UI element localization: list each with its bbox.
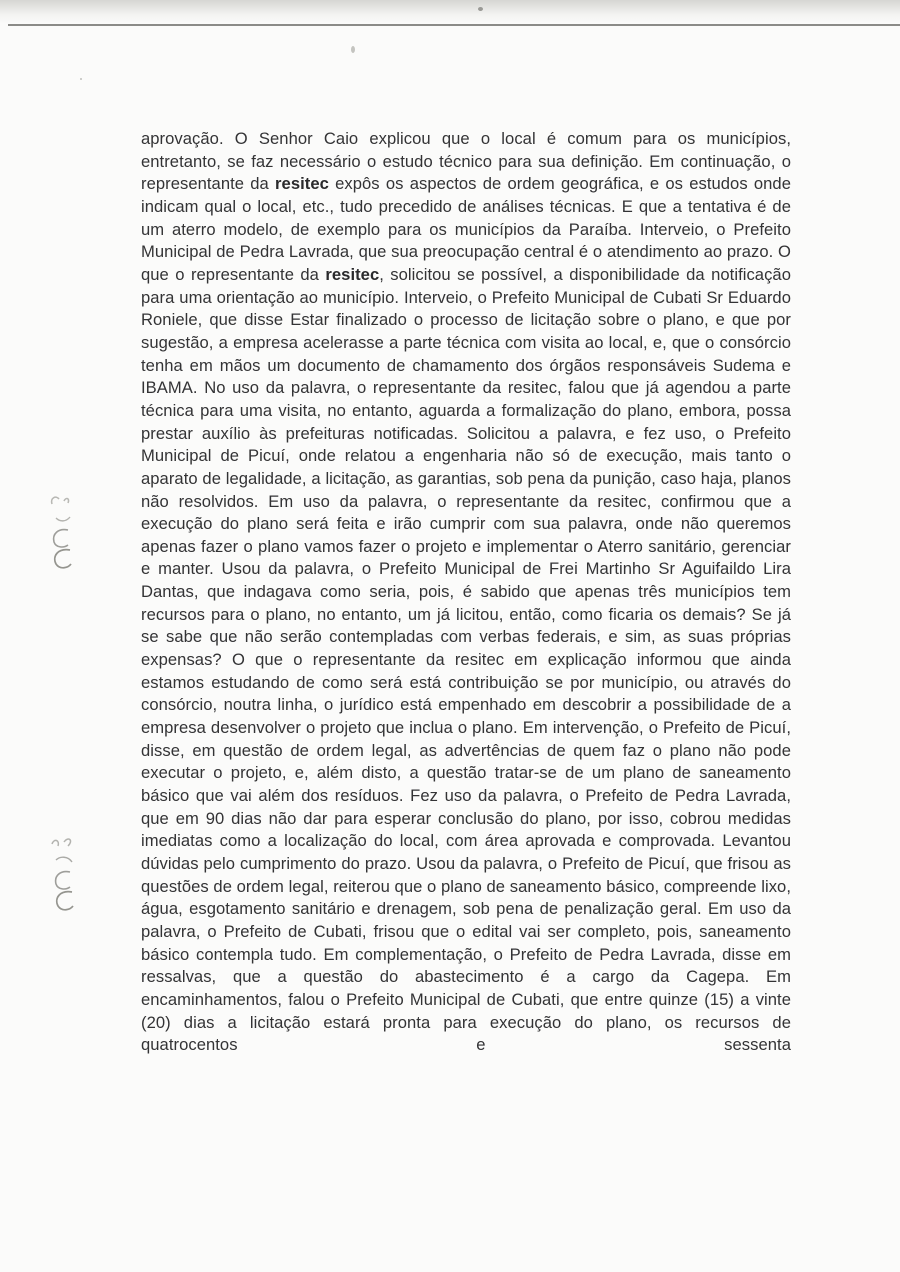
margin-initials-2 xyxy=(46,832,78,914)
meeting-minutes-paragraph xyxy=(141,128,791,1057)
bold-term: resitec xyxy=(325,264,380,284)
scan-speck xyxy=(478,7,483,11)
text-run: expôs os aspectos de ordem geográfica, e os estudos onde indicam qual o local, etc., tudo precedido de análises técnicas. E que a tentativa é de um aterro modelo, de exemplo para os municípios da Paraíba. Interveio, o Prefeito Municipal de Pedra Lavrada, que sua preocupação central é o atendimento ao prazo. O que o representante da xyxy=(141,174,791,284)
scan-speck xyxy=(80,78,82,80)
text-run: aprovação. O Senhor Caio explicou que o local é comum para os municípios, entretanto, se faz necessário o estudo técnico para sua definição. Em continuação, o representante da xyxy=(141,129,791,194)
text-run: , solicitou se possível, a disponibilidade da notificação para uma orientação ao município. Interveio, o Prefeito Municipal de Cubati Sr Eduardo Roniele, que disse Estar finalizado o processo de licitação sobre o plano, e que por sugestão, a empresa acelerasse a parte técnica com visita ao local, e, que o consórcio tenha em mãos um documento de chamamento dos órgãos responsáveis Sudema e IBAMA. No uso da palavra, o representante da resitec, falou que já agendou a parte técnica para uma visita, no entanto, aguarda a formalização do plano, embora, possa prestar auxílio às prefeituras notificadas. Solicitou a palavra, e fez uso, o Prefeito Municipal de Picuí, onde relatou a engenharia não só de execução, mais tanto o aparato de legalidade, a licitação, as garantias, sob pena da punição, caso haja, planos não resolvidos. Em uso da palavra, o representante da resitec, confirmou que a execução do plano será feita e irão cumprir com sua palavra, onde não queremos apenas fazer o plano vamos fazer o projeto e implementar o Aterro sanitário, gerenciar e manter. Usou da palavra, o Prefeito Municipal de Frei Martinho Sr Aguifaildo Lira Dantas, que indagava como seria, pois, é sabido que apenas três municípios tem recursos para o plano, no entanto, um já licitou, então, como ficaria os demais? Se já se sabe que não serão contempladas com verbas federais, e sim, as suas próprias expensas? O que o representante da resitec em explicação informou que ainda estamos estudando de como será está contribuição se por município, ou através do consórcio, noutra linha, o jurídico está empenhado em descobrir a possibilidade de a empresa desenvolver o projeto que inclua o plano. Em intervenção, o Prefeito de Picuí, disse, em questão de ordem legal, as advertências de quem faz o plano não pode executar o projeto, e, além disto, a questão tratar-se de um plano de saneamento básico que vai além dos resíduos. Fez uso da palavra, o Prefeito de Pedra Lavrada, que em 90 dias não dar para esperar conclusão do plano, por isso, cobrou medidas imediatas como a localização do local, com área aprovada e comprovada. Levantou dúvidas pelo cumprimento do prazo. Usou da palavra, o Prefeito de Picuí, que frisou as questões de ordem legal, reiterou que o plano de saneamento básico, compreende lixo, água, esgotamento sanitário e drenagem, sob pena de penalização geral. Em uso da palavra, o Prefeito de Cubati, frisou que o edital vai ser completo, pois, saneamento básico contempla tudo. Em complementação, o Prefeito de Pedra Lavrada, disse em ressalvas, que a questão do abastecimento é a cargo da Cagepa. Em encaminhamentos, falou o Prefeito Municipal de Cubati, que entre quinze (15) a vinte (20) dias a licitação estará pronta para execução do plano, os recursos de quatrocentos e sessenta xyxy=(141,264,791,1055)
scan-top-rule xyxy=(8,24,900,26)
scan-top-shadow xyxy=(0,0,900,24)
margin-initials-1 xyxy=(44,492,76,574)
scan-speck xyxy=(351,46,355,53)
bold-term: resitec xyxy=(275,174,329,194)
